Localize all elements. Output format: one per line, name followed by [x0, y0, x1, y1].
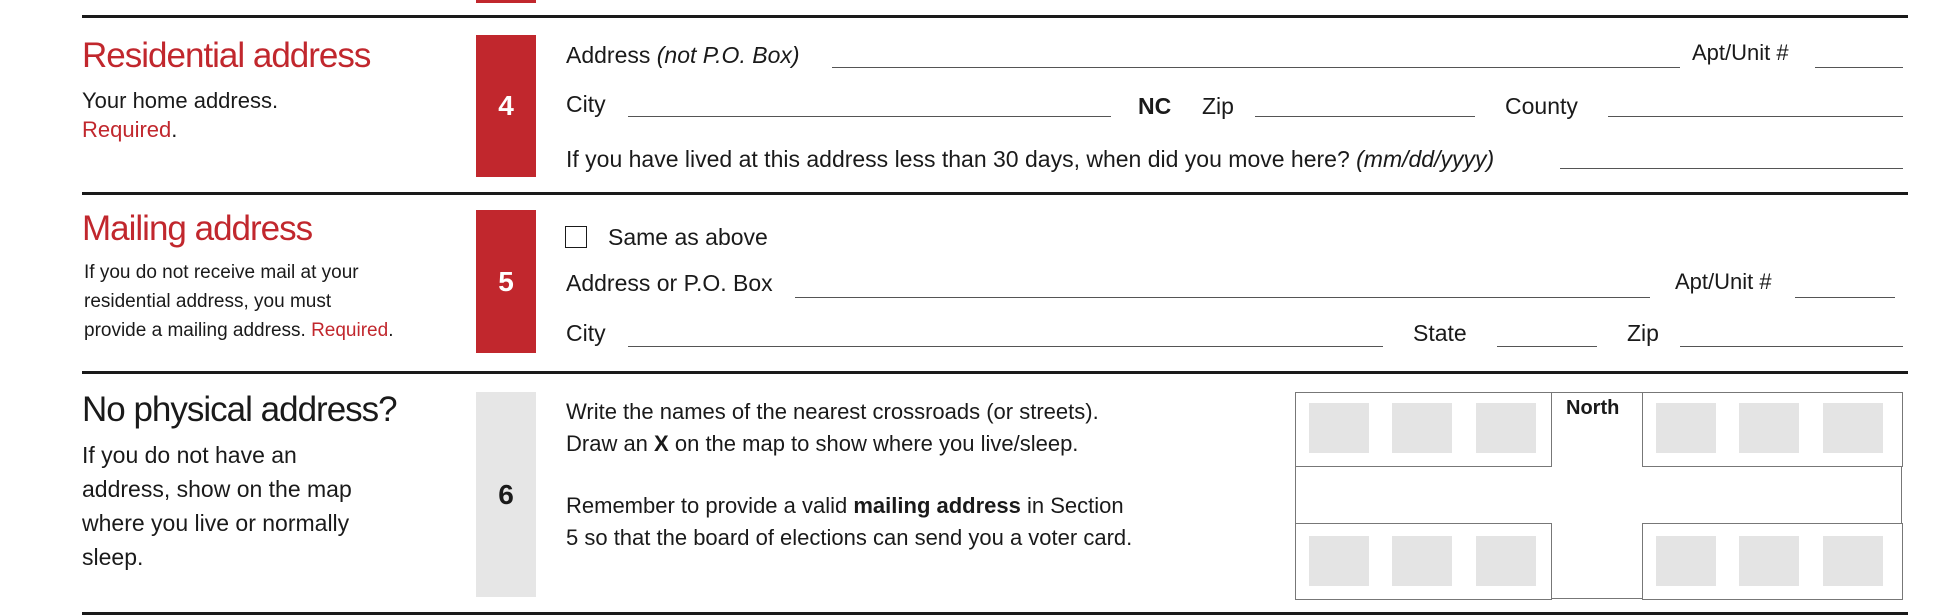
- residential-apt-label: Apt/Unit #: [1692, 40, 1789, 65]
- address-note: (not P.O. Box): [656, 42, 800, 68]
- instr-x: X: [654, 431, 669, 456]
- reminder-line: 5 so that the board of elections can send you a voter card.: [566, 525, 1133, 550]
- required-text: Required: [311, 320, 389, 341]
- map-building: [1656, 403, 1716, 453]
- mailing-state-field[interactable]: [1497, 346, 1597, 347]
- map-building: [1656, 536, 1716, 586]
- section-divider: [82, 192, 1908, 195]
- section-number-4: 4: [476, 35, 536, 177]
- mailing-title: Mailing address: [82, 209, 313, 248]
- no-address-desc-line: sleep.: [82, 544, 144, 570]
- mailing-address-field[interactable]: [795, 297, 1650, 298]
- mailing-apt-field[interactable]: [1795, 297, 1895, 298]
- same-as-above-checkbox[interactable]: [565, 226, 587, 248]
- instr-line: [566, 428, 1099, 460]
- reminder-bold: mailing address: [853, 493, 1021, 518]
- map-building: [1476, 536, 1536, 586]
- instr-text: Draw an: [566, 431, 648, 456]
- mailing-description: [84, 258, 393, 345]
- residential-description: [82, 86, 278, 144]
- reminder-line: [566, 490, 1132, 522]
- mailing-desc-line: residential address, you must: [84, 291, 332, 312]
- map-building: [1309, 536, 1369, 586]
- map-building: [1739, 536, 1799, 586]
- residential-county-label: County: [1505, 93, 1578, 119]
- residential-required: Required.: [82, 117, 178, 142]
- residential-zip-label: Zip: [1202, 93, 1234, 119]
- map-building: [1739, 403, 1799, 453]
- map-building: [1392, 403, 1452, 453]
- residential-title: Residential address: [82, 36, 371, 75]
- mailing-city-field[interactable]: [628, 346, 1383, 347]
- mailing-reminder: [566, 490, 1132, 554]
- residential-county-field[interactable]: [1608, 116, 1903, 117]
- mailing-desc-line: provide a mailing address. Required.: [84, 320, 394, 341]
- instr-text: on the map to show where you live/sleep.: [674, 431, 1079, 456]
- same-as-above-label: Same as above: [608, 224, 768, 250]
- crossroads-map[interactable]: [1295, 392, 1902, 599]
- section-divider: [82, 15, 1908, 18]
- map-building: [1392, 536, 1452, 586]
- residential-state-value: NC: [1138, 93, 1172, 119]
- reminder-text: in Section: [1027, 493, 1124, 518]
- no-address-desc-line: If you do not have an: [82, 442, 297, 468]
- mailing-apt-label: Apt/Unit #: [1675, 269, 1772, 294]
- mailing-state-label: State: [1413, 320, 1467, 346]
- no-address-title: No physical address?: [82, 390, 397, 429]
- moved-date-field[interactable]: [1560, 168, 1903, 169]
- section-number-6: 6: [476, 392, 536, 597]
- residential-desc-text: Your home address.: [82, 88, 279, 113]
- address-label-text: Address: [566, 42, 651, 68]
- mailing-desc-line: If you do not receive mail at your: [84, 262, 359, 283]
- mailing-desc-text: provide a mailing address.: [84, 320, 306, 341]
- previous-section-tab: [476, 0, 536, 3]
- map-block: [1295, 523, 1552, 600]
- map-instructions: [566, 396, 1099, 460]
- no-address-desc-line: where you live or normally: [82, 510, 350, 536]
- map-block: [1642, 523, 1903, 600]
- residential-apt-field[interactable]: [1815, 67, 1903, 68]
- reminder-text: Remember to provide a valid: [566, 493, 848, 518]
- residential-city-label: City: [566, 91, 606, 117]
- mailing-address-label: Address or P.O. Box: [566, 270, 773, 296]
- section-divider: [82, 612, 1908, 615]
- no-address-description: [82, 438, 352, 574]
- moved-question-text: If you have lived at this address less than 30 days, when did you move here?: [566, 146, 1350, 172]
- map-block: [1295, 392, 1552, 467]
- moved-question: [566, 146, 1494, 173]
- instr-line: Write the names of the nearest crossroads (or streets).: [566, 399, 1099, 424]
- no-address-desc-line: address, show on the map: [82, 476, 352, 502]
- map-building: [1309, 403, 1369, 453]
- address-label: [566, 42, 800, 69]
- map-building: [1823, 403, 1883, 453]
- map-building: [1476, 403, 1536, 453]
- map-building: [1823, 536, 1883, 586]
- section-divider: [82, 371, 1908, 374]
- mailing-city-label: City: [566, 320, 606, 346]
- section-number-5: 5: [476, 210, 536, 353]
- residential-address-field[interactable]: [832, 67, 1680, 68]
- residential-city-field[interactable]: [628, 116, 1111, 117]
- moved-date-format: (mm/dd/yyyy): [1356, 146, 1495, 172]
- map-block: [1642, 392, 1903, 467]
- required-text: Required: [82, 117, 172, 142]
- mailing-zip-label: Zip: [1627, 320, 1659, 346]
- map-north-label: North: [1566, 397, 1620, 419]
- residential-zip-field[interactable]: [1255, 116, 1475, 117]
- mailing-zip-field[interactable]: [1680, 346, 1903, 347]
